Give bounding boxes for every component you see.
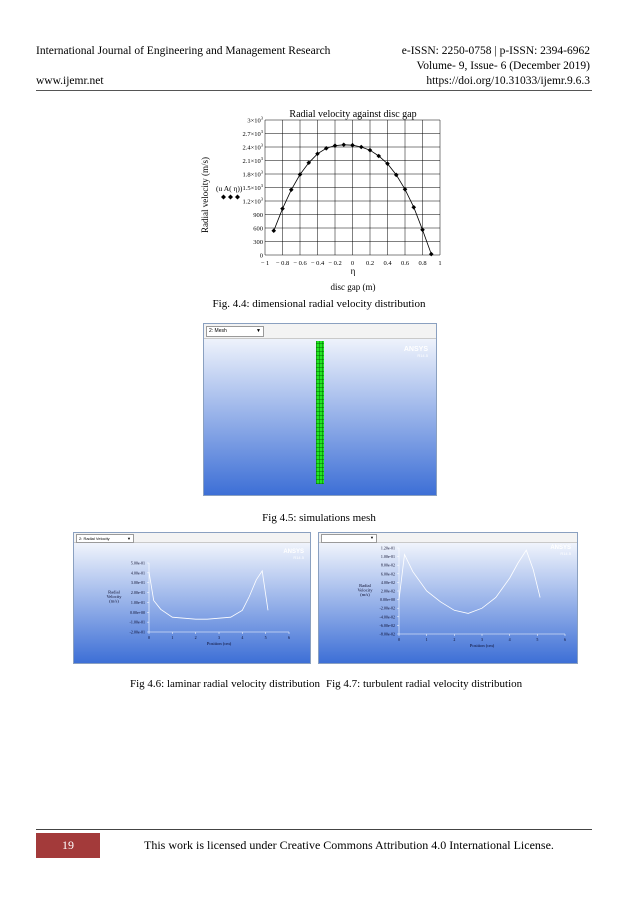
x-tick-label: 1 <box>425 637 428 642</box>
fig46-brand: ANSYS <box>283 549 304 555</box>
y-tick-label: 2.00e-01 <box>130 590 145 596</box>
y-tick-label: $1.5\times 10^3$ <box>242 183 263 192</box>
y-tick-label: 1.00e-01 <box>380 554 395 560</box>
x-tick-label: 1 <box>438 260 442 267</box>
y-axis-label: Radial Velocity (m/s) <box>357 583 373 597</box>
y-tick-label: $2.1\times 10^3$ <box>242 156 263 165</box>
x-tick-label: 0.8 <box>418 260 427 267</box>
y-tick-label: $3\times 10^3$ <box>247 115 263 125</box>
x-tick-label: 6 <box>564 637 566 642</box>
fig45-ansys-logo <box>404 346 428 358</box>
fig44-x-symbol: η <box>350 266 356 276</box>
y-tick-label: 5.00e-01 <box>130 560 145 566</box>
fig46-select-label: 2: Radial Velocity <box>79 536 110 541</box>
y-tick-label: 1.00e-01 <box>130 599 145 605</box>
x-tick-label: − 0.4 <box>310 260 325 267</box>
data-point <box>359 145 364 150</box>
issn: e-ISSN: 2250-0758 | p-ISSN: 2394-6962 <box>401 45 590 57</box>
fig46-caption: Fig 4.6: laminar radial velocity distribution <box>130 678 321 690</box>
data-point <box>280 206 285 211</box>
footer-rule <box>36 829 592 830</box>
fig44-caption: Fig. 4.4: dimensional radial velocity distribution <box>212 298 426 310</box>
journal-name: International Journal of Engineering and Management Research <box>36 45 331 57</box>
x-tick-label: 4 <box>508 637 511 642</box>
y-tick-label: 4.00e-01 <box>130 570 145 576</box>
fig44-xlabel: disc gap (m) <box>330 282 376 292</box>
chevron-down-icon: ▼ <box>370 535 374 540</box>
y-tick-label: 3.00e-01 <box>130 580 145 586</box>
y-tick-label: $2.7\times 10^3$ <box>242 129 263 138</box>
fig47-brand-version: R14.5 <box>560 551 571 556</box>
x-tick-label: 2 <box>453 637 456 642</box>
x-tick-label: 0 <box>398 637 400 642</box>
y-tick-label: 0.00e+00 <box>379 597 395 603</box>
x-tick-label: 0 <box>148 635 150 640</box>
y-tick-label: 600 <box>253 225 263 233</box>
fig44-chart <box>180 100 470 300</box>
y-tick-label: 4.00e-02 <box>380 579 395 585</box>
y-tick-label: 1.20e-01 <box>380 545 395 551</box>
y-tick-label: -2.00e-01 <box>129 629 145 635</box>
x-tick-label: 0.4 <box>383 260 392 267</box>
data-point <box>333 143 338 148</box>
y-tick-label: 900 <box>253 212 263 219</box>
volume-issue: Volume- 9, Issue- 6 (December 2019) <box>416 60 590 72</box>
data-point <box>411 205 416 210</box>
fig46-brand-version: R14.5 <box>293 555 304 560</box>
chevron-down-icon: ▼ <box>256 328 261 334</box>
y-tick-label: -6.00e-02 <box>379 622 395 628</box>
fig47-chart <box>319 533 577 663</box>
data-point <box>368 148 373 153</box>
y-tick-label: -1.00e-01 <box>129 619 145 625</box>
x-tick-label: 2 <box>194 635 197 640</box>
x-tick-label: − 0.6 <box>293 260 307 267</box>
y-tick-label: -8.00e-02 <box>379 631 395 637</box>
velocity-curve <box>149 571 268 619</box>
data-point <box>271 228 276 233</box>
data-point <box>341 142 346 147</box>
doi-link[interactable]: https://doi.org/10.31033/ijemr.9.6.3 <box>426 75 590 87</box>
fig45-mesh-strip <box>316 341 324 484</box>
x-axis-label: Position (cm) <box>206 641 232 646</box>
fig44-legend-text: (u A( η)) <box>216 184 243 193</box>
y-tick-label: 0.00e+00 <box>129 609 145 615</box>
x-tick-label: 1 <box>171 635 174 640</box>
x-tick-label: 0.2 <box>365 260 375 267</box>
y-tick-label: $1.8\times 10^3$ <box>242 169 263 179</box>
x-tick-label: 5 <box>264 635 267 640</box>
fig44-title: Radial velocity against disc gap <box>289 109 417 120</box>
header-rule <box>36 90 592 91</box>
y-tick-label: 2.00e-02 <box>380 588 395 594</box>
fig45-brand: ANSYS <box>403 346 428 353</box>
x-tick-label: − 0.8 <box>275 260 290 267</box>
fig45-select-label: 2: Mesh <box>209 328 227 334</box>
x-tick-label: 0 <box>350 260 355 267</box>
y-tick-label: $1.2\times 10^3$ <box>242 196 263 206</box>
y-tick-label: $2.4\times 10^3$ <box>242 142 263 152</box>
fig46-chart <box>74 533 310 663</box>
x-tick-label: 5 <box>536 637 539 642</box>
chevron-down-icon: ▼ <box>127 536 131 541</box>
data-point <box>324 146 329 151</box>
website-link[interactable]: www.ijemr.net <box>36 75 104 87</box>
license-text: This work is licensed under Creative Commons Attribution 4.0 International License. <box>144 838 554 852</box>
y-axis-label: Radial Velocity (m/s) <box>106 589 122 604</box>
fig47-brand: ANSYS <box>550 545 571 551</box>
fig45-mesh-panel <box>203 323 437 496</box>
fig45-brand-version: R14.5 <box>417 353 428 358</box>
fig44-y-ticks <box>242 116 263 260</box>
fig44-ylabel: Radial velocity (m/s) <box>200 157 210 233</box>
data-point <box>429 252 434 257</box>
page-number: 19 <box>36 833 100 858</box>
x-axis-label: Position (cm) <box>469 643 495 648</box>
x-tick-label: 6 <box>288 635 290 640</box>
x-tick-label: − 0.2 <box>328 260 342 267</box>
fig47-turbulent-panel <box>318 532 578 664</box>
y-tick-label: -4.00e-02 <box>379 614 395 620</box>
x-tick-label: 0.6 <box>400 260 410 267</box>
velocity-curve <box>399 550 540 613</box>
y-tick-label: 300 <box>253 239 263 246</box>
y-tick-label: 0 <box>259 252 263 260</box>
x-tick-label: − 1 <box>260 260 270 267</box>
data-point <box>289 187 294 192</box>
fig46-laminar-panel <box>73 532 311 664</box>
y-tick-label: 8.00e-02 <box>380 562 395 568</box>
x-tick-label: 3 <box>218 635 220 640</box>
x-tick-label: 3 <box>481 637 483 642</box>
fig47-caption: Fig 4.7: turbulent radial velocity distribution <box>326 678 523 690</box>
fig45-display-select[interactable] <box>206 326 264 337</box>
y-tick-label: 6.00e-02 <box>380 571 395 577</box>
y-tick-label: -2.00e-02 <box>379 605 395 611</box>
x-tick-label: 4 <box>241 635 244 640</box>
fig45-caption: Fig 4.5: simulations mesh <box>262 512 376 524</box>
fig44-legend-marker <box>221 195 240 200</box>
